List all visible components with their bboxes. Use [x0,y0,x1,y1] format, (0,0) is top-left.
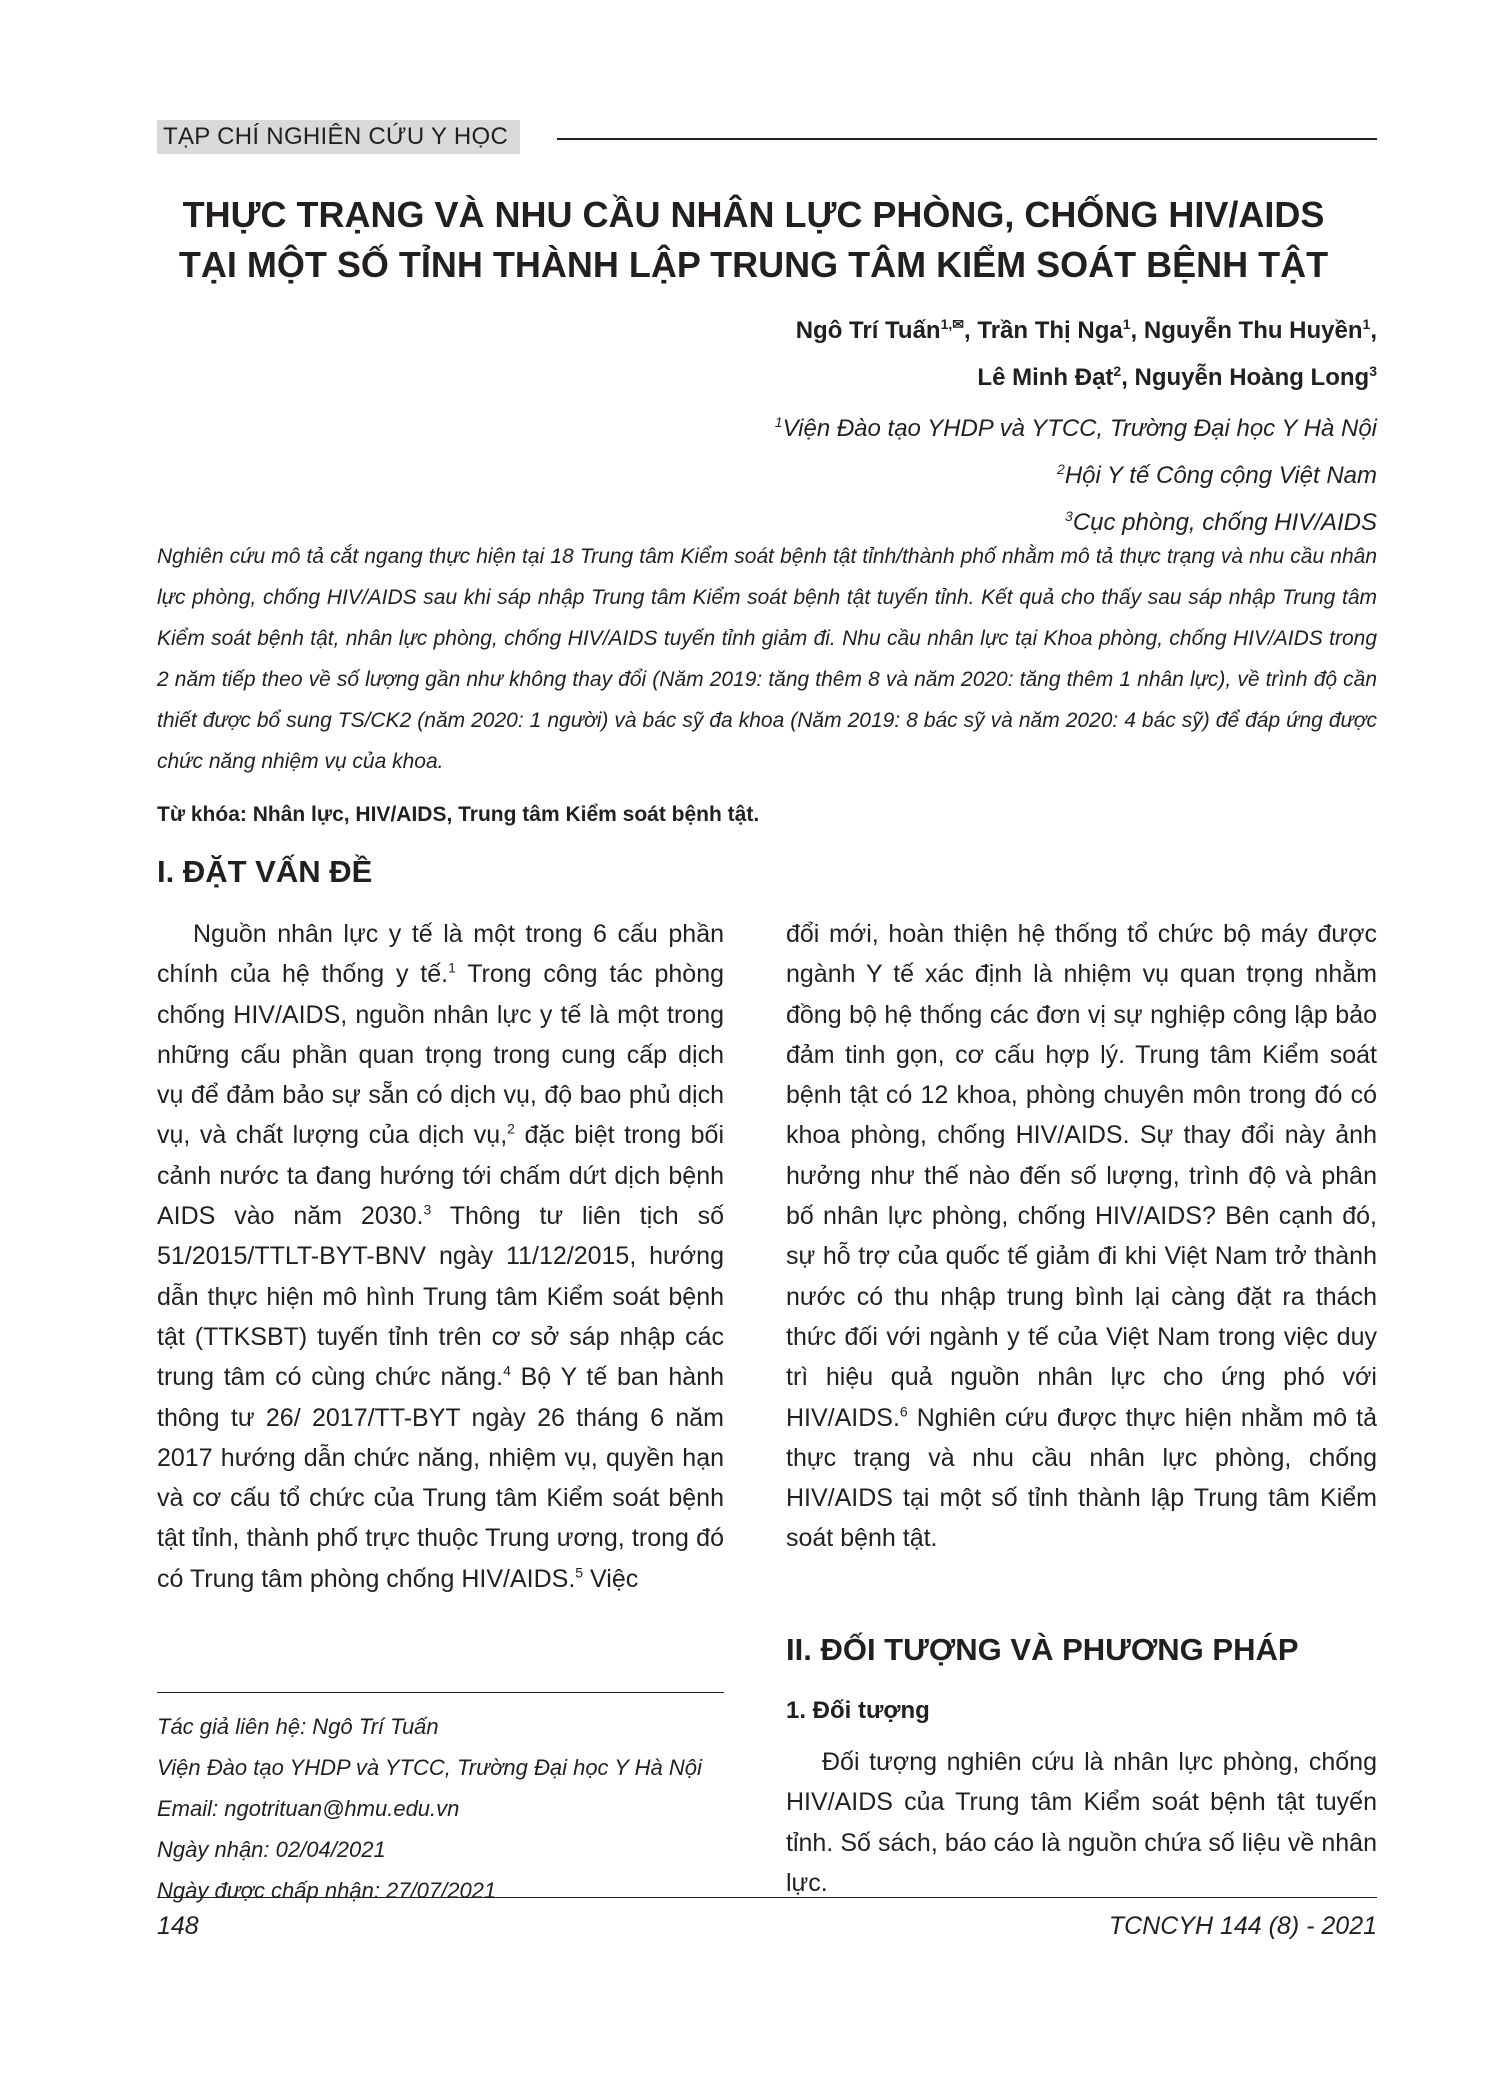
section-heading-2: II. ĐỐI TƯỢNG VÀ PHƯƠNG PHÁP [786,1632,1299,1667]
affiliation-mark: 3 [1065,508,1073,524]
intro-right-column [786,914,1377,1559]
journal-header [157,120,1377,156]
footnote-contact: Tác giả liên hệ: Ngô Trí Tuấn [157,1714,439,1739]
text-run: Nguồn nhân lực y tế là một trong 6 cấu phần chính của hệ thống y tế. [157,920,724,989]
intro-paragraph-right [786,914,1377,1559]
title-line-1: THỰC TRẠNG VÀ NHU CẦU NHÂN LỰC PHÒNG, CHỐNG HIV/AIDS [182,194,1325,235]
page-number: 148 [157,1912,199,1940]
footer-rule [157,1897,1377,1898]
author-affil: 2 [1113,363,1122,379]
author-line-2 [477,351,1377,398]
affiliation-list [477,402,1377,543]
subsection-heading: 1. Đối tượng [786,1697,930,1724]
reference-mark: 2 [507,1121,515,1138]
author-sep: , [1121,364,1135,391]
author-list [477,304,1377,398]
header-rule [557,138,1377,140]
footnote [157,1706,737,1911]
text-run: đặc biệt trong bối cảnh nước ta đang hướng tới chấm dứt dịch bệnh AIDS vào năm 2030. [157,1121,724,1231]
reference-mark: 6 [899,1403,908,1420]
affiliation-mark: 1 [774,414,783,430]
affiliation-1 [477,402,1377,449]
footnote-rule [157,1692,724,1693]
affiliation-2 [477,449,1377,496]
reference-mark: 5 [575,1564,584,1581]
affiliation-mark: 2 [1057,461,1065,477]
title-line-2: TẠI MỘT SỐ TỈNH THÀNH LẬP TRUNG TÂM KIỂM SOÁT BỆNH TẬT [178,244,1329,285]
reference-mark: 1 [448,959,456,976]
journal-reference: TCNCYH 144 (8) - 2021 [1108,1912,1377,1940]
affiliation-text: Hội Y tế Công cộng Việt Nam [1064,462,1377,489]
intro-left-column [157,914,724,1599]
footnote-institution: Viện Đào tạo YHDP và YTCC, Trường Đại học Y Hà Nội [157,1755,702,1780]
envelope-icon: ✉ [952,316,965,332]
text-run: Nghiên cứu được thực hiện nhằm mô tả thực trạng và nhu cầu nhân lực phòng, chống HIV/AIDS tại một số tỉnh thành lập Trung tâm Kiểm soát bệnh tật. [786,1403,1377,1553]
author-name: Lê Minh Đạt [977,364,1114,391]
author-line-1 [477,304,1377,351]
text-run: Thông tư liên tịch số 51/2015/TTLT-BYT-BNV ngày 11/12/2015, hướng dẫn thực hiện mô hình Trung tâm Kiểm soát bệnh tật (TTKSBT) tuyến tỉnh trên cơ sở sáp nhập các trung tâm có cùng chức năng. [157,1202,724,1392]
text-run: Việc [583,1564,639,1593]
methods-column [786,1742,1377,1903]
keywords: Từ khóa: Nhân lực, HIV/AIDS, Trung tâm Kiểm soát bệnh tật. [157,803,760,826]
author-affil: 1 [1362,316,1371,332]
affiliation-text: Cục phòng, chống HIV/AIDS [1072,509,1377,536]
article-title [130,190,1377,290]
intro-paragraph-left [157,914,724,1599]
reference-mark: 3 [423,1201,432,1218]
author-sep: , [964,317,978,344]
footnote-email: Email: ngotrituan@hmu.edu.vn [157,1796,460,1821]
footnote-accepted: Ngày được chấp nhận: 27/07/2021 [157,1878,497,1903]
methods-paragraph: Đối tượng nghiên cứu là nhân lực phòng, chống HIV/AIDS của Trung tâm Kiểm soát bệnh tật tuyến tỉnh. Số sách, báo cáo là nguồn chứa số liệu về nhân lực. [786,1748,1377,1897]
affiliation-text: Viện Đào tạo YHDP và YTCC, Trường Đại học Y Hà Nội [782,415,1377,442]
author-name: Nguyễn Thu Huyền [1143,317,1363,344]
journal-name: TẠP CHÍ NGHIÊN CỨU Y HỌC [157,120,520,154]
section-heading-1: I. ĐẶT VẤN ĐỀ [157,854,373,889]
author-name: Nguyễn Hoàng Long [1134,364,1370,391]
author-name: Ngô Trí Tuấn [795,317,941,344]
author-affil: 1 [1122,316,1131,332]
author-name: Trần Thị Nga [977,317,1123,344]
footnote-received: Ngày nhận: 02/04/2021 [157,1837,386,1862]
author-sep: , [1370,317,1377,344]
author-affil: 3 [1369,363,1377,379]
abstract: Nghiên cứu mô tả cắt ngang thực hiện tại 18 Trung tâm Kiểm soát bệnh tật tỉnh/thành phố nhằm mô tả thực trạng và nhu cầu nhân lực phòng, chống HIV/AIDS sau khi sáp nhập Trung tâm Kiểm soát bệnh tật tuyến tỉnh. Kết quả cho thấy sau sáp nhập Trung tâm Kiểm soát bệnh tật, nhân lực phòng, chống HIV/AIDS tuyến tỉnh giảm đi. Nhu cầu nhân lực tại Khoa phòng, chống HIV/AIDS trong 2 năm tiếp theo về số lượng gần như không thay đổi (Năm 2019: tăng thêm 8 và năm 2020: tăng thêm 1 nhân lực), về trình độ cần thiết được bổ sung TS/CK2 (năm 2020: 1 người) và bác sỹ đa khoa (Năm 2019: 8 bác sỹ và năm 2020: 4 bác sỹ) để đáp ứng được chức năng nhiệm vụ của khoa. [157,545,1377,773]
text-run: đổi mới, hoàn thiện hệ thống tổ chức bộ máy được ngành Y tế xác định là nhiệm vụ quan trọng nhằm đồng bộ hệ thống các đơn vị sự nghiệp công lập bảo đảm tinh gọn, cơ cấu hợp lý. Trung tâm Kiểm soát bệnh tật có 12 khoa, phòng chuyên môn trong đó có khoa phòng, chống HIV/AIDS. Sự thay đổi này ảnh hưởng như thế nào đến số lượng, trình độ và phân bố nhân lực phòng, chống HIV/AIDS? Bên cạnh đó, sự hỗ trợ của quốc tế giảm đi khi Việt Nam trở thành nước có thu nhập trung bình lại càng đặt ra thách thức đối với ngành y tế của Việt Nam trong việc duy trì hiệu quả nguồn nhân lực cho ứng phó với HIV/AIDS. [786,920,1377,1432]
text-run: Trong công tác phòng chống HIV/AIDS, nguồn nhân lực y tế là một trong những cấu phần quan trọng trong cung cấp dịch vụ để đảm bảo sự sẵn có dịch vụ, độ bao phủ dịch vụ, và chất lượng của dịch vụ, [157,960,725,1150]
reference-mark: 4 [503,1362,511,1379]
text-run: Bộ Y tế ban hành thông tư 26/ 2017/TT-BYT ngày 26 tháng 6 năm 2017 hướng dẫn chức năng, nhiệm vụ, quyền hạn và cơ cấu tổ chức của Trung tâm Kiểm soát bệnh tật tỉnh, thành phố trực thuộc Trung ương, trong đó có Trung tâm phòng chống HIV/AIDS. [157,1363,724,1593]
author-affil: 1, [940,316,953,332]
author-sep: , [1130,317,1144,344]
